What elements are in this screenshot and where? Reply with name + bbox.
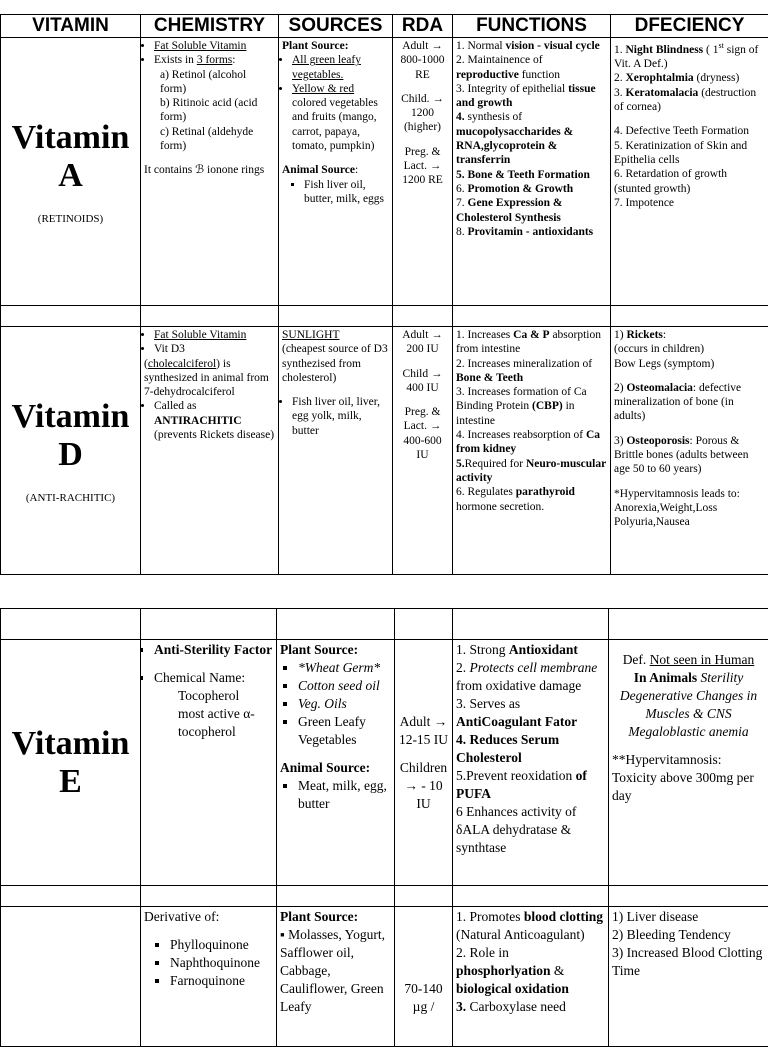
header-sources: SOURCES <box>279 15 393 38</box>
vitamin-a-name-cell <box>1 38 141 306</box>
vitamin-e-rda: Adult → 12-15 IU Children → - 10 IU <box>395 640 453 886</box>
vitamin-k-row <box>1 907 768 1047</box>
vitamin-k-chemistry: Derivative of: ▪ Phylloquinone ▪ Naphthoquinone ▪ Farnoquinone <box>141 907 277 1047</box>
vitamin-a-row <box>1 38 768 306</box>
vitamin-e-deficiency: Def. Not seen in Human In Animals Sterility Degenerative Changes in Muscles & CNS Megaloblastic anemia **Hypervitamnosis: Toxicity above 300mg per day <box>609 640 768 886</box>
vitamin-d-chemistry: • Fat Soluble Vitamin • Vit D3 (cholecalciferol) is synthesized in animal from 7-dehydrocalciferol • Called as ANTIRACHITIC (prevents Rickets disease) <box>141 327 279 575</box>
vitamin-a-functions: 1. Normal vision - visual cycle 2. Maintainence of reproductive function 3. Integrity of epithelial tissue and growth 4. synthesis of mucopolysaccharides & RNA,glycoprotein & transferrin 5. Bone & Teeth Formation 6. Promotion & Growth 7. Gene Expression & Cholesterol Synthesis 8. Provitamin - antioxidants <box>453 38 611 306</box>
header-vitamin: VITAMIN <box>1 15 141 38</box>
vitamin-a-chemistry: • Fat Soluble Vitamin • Exists in 3 forms: a) Retinol (alcohol form) b) Ritinoic acid (acid form) c) Retinal (aldehyde form) It contains ℬ ionone rings <box>141 38 279 306</box>
vitamin-a-title: Vitamin A <box>4 119 137 195</box>
vitamin-e-name-cell <box>1 640 141 886</box>
header-deficiency: DFECIENCY <box>611 15 768 38</box>
vitamin-a-deficiency: 1. Night Blindness ( 1st sign of Vit. A Def.) 2. Xerophtalmia (dryness) 3. Keratomalacia (destruction of cornea) 4. Defective Teeth Formation 5. Keratinization of Skin and Epithelia cells 6. Retardation of growth (stunted growth) 7. Impotence <box>611 38 768 306</box>
spacer-row-3 <box>1 886 768 907</box>
vitamin-a-subtitle: (RETINOIDS) <box>4 213 137 225</box>
vitamin-a-rda: Adult → 800-1000 RE Child. → 1200 (higher) Preg. & Lact. → 1200 RE <box>393 38 453 306</box>
vitamin-d-name-cell <box>1 327 141 575</box>
header-row <box>1 15 768 38</box>
vitamin-e-sources: Plant Source: ▪ *Wheat Germ* ▪ Cotton seed oil ▪ Veg. Oils ▪ Green Leafy Vegetables Animal Source: ▪ Meat, milk, egg, butter <box>277 640 395 886</box>
vitamin-d-sources: SUNLIGHT (cheapest source of D3 synthezised from cholesterol) • Fish liver oil, liver, egg yolk, milk, butter <box>279 327 393 575</box>
vitamin-k-rda: 70-140 µg / <box>395 907 453 1047</box>
vitamin-d-subtitle: (ANTI-RACHITIC) <box>4 492 137 504</box>
header-functions: FUNCTIONS <box>453 15 611 38</box>
header-chemistry: CHEMISTRY <box>141 15 279 38</box>
vitamin-d-title: Vitamin D <box>4 398 137 474</box>
vitamin-e-row <box>1 640 768 886</box>
vitamin-e-chemistry: ▪ Anti-Sterility Factor ▪ Chemical Name: Tocopherol most active α-tocopherol <box>141 640 277 886</box>
spacer-row-1 <box>1 306 768 327</box>
vitamin-k-functions: 1. Promotes blood clotting (Natural Anticoagulant) 2. Role in phosphorlyation & biological oxidation 3. Carboxylase need <box>453 907 609 1047</box>
vitamin-table-top <box>0 14 768 575</box>
vitamin-e-title: Vitamin E <box>4 725 137 801</box>
vitamin-k-sources: Plant Source: ▪ Molasses, Yogurt, Safflower oil, Cabbage, Cauliflower, Green Leafy <box>277 907 395 1047</box>
vitamin-a-sources: Plant Source: • All green leafy vegetables. • Yellow & red colored vegetables and fruits (mango, carrot, papaya, tomato, pumpkin) Animal Source: ▪ Fish liver oil, butter, milk, eggs <box>279 38 393 306</box>
vitamin-k-name-cell <box>1 907 141 1047</box>
spacer-row-2 <box>1 609 768 640</box>
vitamin-d-rda: Adult → 200 IU Child → 400 IU Preg. & Lact. → 400-600 IU <box>393 327 453 575</box>
vitamin-d-functions: 1. Increases Ca & P absorption from intestine 2. Increases mineralization of Bone & Teeth 3. Increases formation of Ca Binding Protein (CBP) in intestine 4. Increases reabsorption of Ca from kidney 5.Required for Neuro-muscular activity 6. Regulates parathyroid hormone secretion. <box>453 327 611 575</box>
vitamin-k-deficiency: 1) Liver disease 2) Bleeding Tendency 3) Increased Blood Clotting Time <box>609 907 768 1047</box>
vitamin-d-deficiency: 1) Rickets: (occurs in children) Bow Legs (symptom) 2) Osteomalacia: defective mineralization of bone (in adults) 3) Osteoporosis: Porous & Brittle bones (adults between age 50 to 60 years) *Hypervitamnosis leads to: Anorexia,Weight,Loss Polyuria,Nausea <box>611 327 768 575</box>
vitamin-table-bottom <box>0 608 768 1047</box>
vitamin-d-row <box>1 327 768 575</box>
header-rda: RDA <box>393 15 453 38</box>
vitamin-e-functions: 1. Strong Antioxidant 2. Protects cell membrane from oxidative damage 3. Serves as AntiCoagulant Fator 4. Reduces Serum Cholesterol 5.Prevent reoxidation of PUFA 6 Enhances activity of δALA dehydratase & synthtase <box>453 640 609 886</box>
